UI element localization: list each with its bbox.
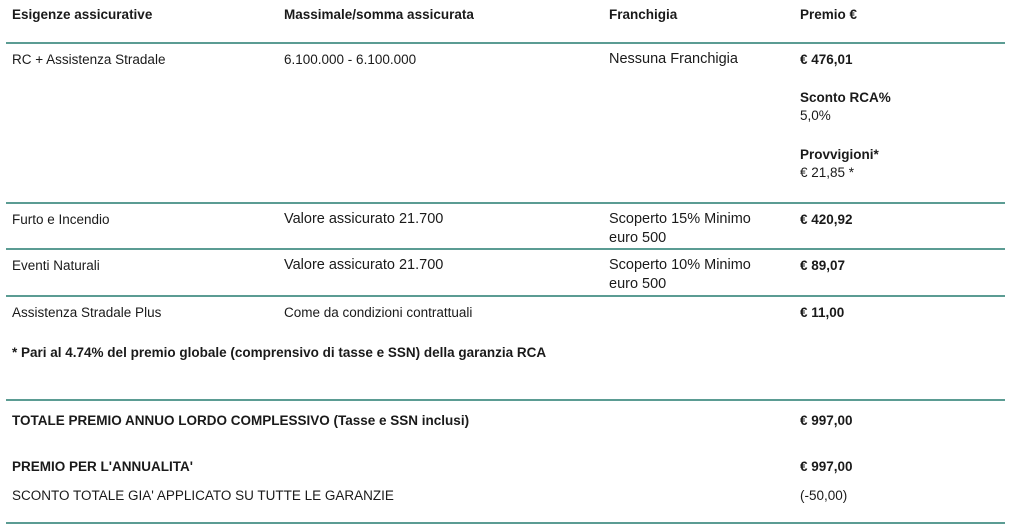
row-theft-premium: € 420,92: [800, 212, 853, 227]
header-col-premium: Premio €: [800, 7, 858, 22]
header-col-limit: Massimale/somma assicurata: [284, 7, 474, 22]
row-natural-need: Eventi Naturali: [12, 258, 100, 273]
row-divider: [6, 202, 1005, 204]
row-natural-premium: € 89,07: [800, 258, 846, 273]
header-divider: [6, 42, 1005, 44]
row-natural-deductible-line2: euro 500: [609, 276, 667, 292]
row-divider: [6, 295, 1005, 297]
total-premium-value: € 997,00: [800, 413, 853, 428]
row-theft-deductible-line2: euro 500: [609, 230, 667, 246]
row-natural-limit: Valore assicurato 21.700: [284, 257, 444, 273]
commission-label: Provvigioni*: [800, 147, 879, 162]
row-assist-need: Assistenza Stradale Plus: [12, 305, 162, 320]
annual-premium-value: € 997,00: [800, 459, 853, 474]
commission-value: € 21,85 *: [800, 165, 855, 180]
row-theft-deductible-line1: Scoperto 15% Minimo: [609, 211, 751, 227]
row-assist-premium: € 11,00: [800, 305, 845, 320]
row-rc-deductible: Nessuna Franchigia: [609, 51, 738, 67]
row-natural-deductible-line1: Scoperto 10% Minimo: [609, 257, 751, 273]
footnote: * Pari al 4.74% del premio globale (comprensivo di tasse e SSN) della garanzia RCA: [12, 345, 547, 360]
row-divider: [6, 248, 1005, 250]
rca-discount-label: Sconto RCA%: [800, 90, 891, 105]
header-col-needs: Esigenze assicurative: [12, 7, 153, 22]
total-discount-label: SCONTO TOTALE GIA' APPLICATO SU TUTTE LE GARANZIE: [12, 488, 394, 503]
totals-divider: [6, 399, 1005, 401]
header-col-deductible: Franchigia: [609, 7, 678, 22]
bottom-divider: [6, 522, 1005, 524]
row-theft-need: Furto e Incendio: [12, 212, 110, 227]
total-discount-value: (-50,00): [800, 488, 848, 503]
row-rc-limit: 6.100.000 - 6.100.000: [284, 52, 417, 67]
row-rc-need: RC + Assistenza Stradale: [12, 52, 166, 67]
annual-premium-label: PREMIO PER L'ANNUALITA': [12, 459, 193, 474]
row-theft-limit: Valore assicurato 21.700: [284, 211, 444, 227]
row-rc-premium: € 476,01: [800, 52, 853, 67]
row-assist-limit: Come da condizioni contrattuali: [284, 305, 473, 320]
rca-discount-value: 5,0%: [800, 108, 831, 123]
total-premium-label: TOTALE PREMIO ANNUO LORDO COMPLESSIVO (Tasse e SSN inclusi): [12, 413, 470, 428]
